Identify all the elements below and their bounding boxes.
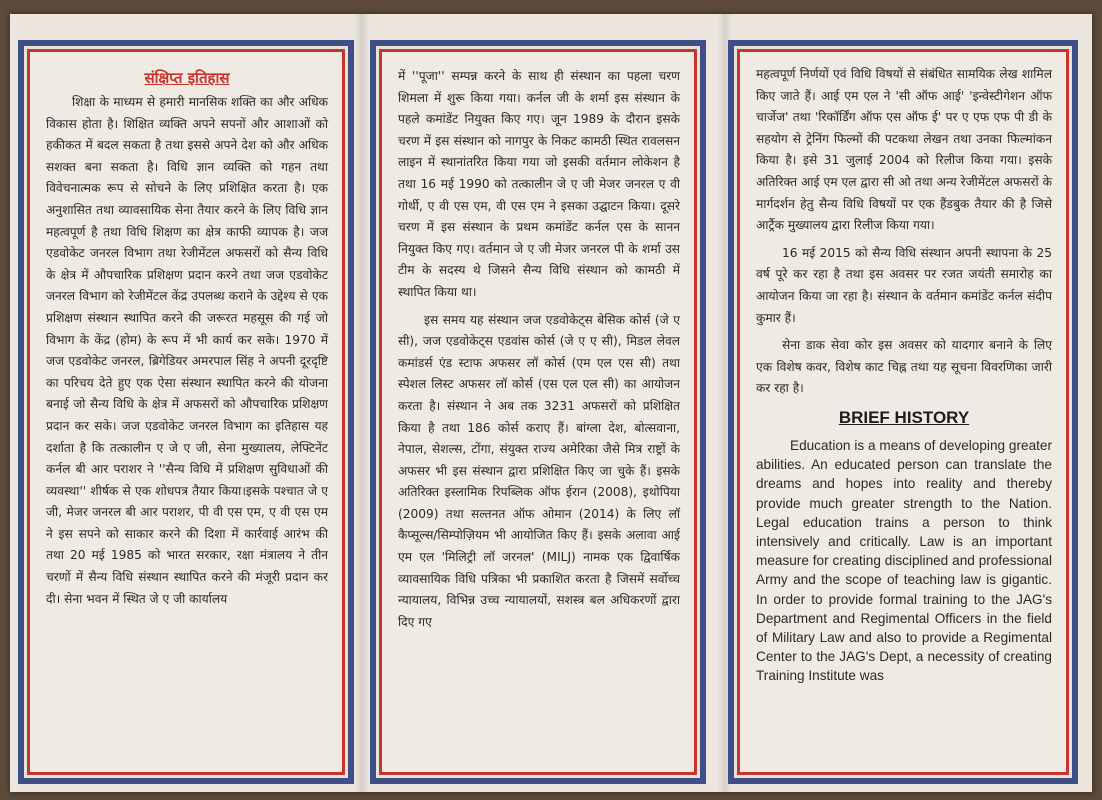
- panel-hindi-history-inner: [27, 49, 345, 775]
- english-heading: BRIEF HISTORY: [838, 407, 970, 427]
- panel-english-history-inner: [737, 49, 1069, 775]
- panel2-paragraph-1: में ''पूजा'' सम्पन्न करने के साथ ही संस्थान का पहला चरण शिमला में शुरू किया गया। कर्नल जी के शर्मा इस संस्थान के पहले कमांडेंट नियुक्त किए गए। जून 1989 के दौरान इसके चरण में इस संस्थान को नागपुर के निकट कामठी स्थित रावलसन लाइन में स्थानांतरित किया गया जो इसकी वर्तमान लोकेशन है तथा 16 मई 1990 को तत्कालीन जे ए जी मेजर जनरल ए वी गोर्थी, ए वी एस एम, वी एस एम ने इसका उद्घाटन किया। दूसरे चरण में इस संस्थान के प्रथम कमांडेंट कर्नल एस के सानन नियुक्त किए गए। वर्तमान जे ए जी मेजर जनरल पी के शर्मा उस टीम के सदस्य थे जिसने सैन्य विधि संस्थान को कामठी में स्थापित किया था।: [398, 69, 680, 299]
- brochure-sheet: [10, 14, 1092, 792]
- panel-hindi-history: [18, 40, 354, 784]
- panel2-paragraph-2: इस समय यह संस्थान जज एडवोकेट्स बेसिक कोर्स (जे ए सी), जज एडवोकेट्स एडवांस कोर्स (जे ए ए सी), मिडल लेवल कमांडर्स एंड स्टाफ अफसर लॉ कोर्स (एम एल एस सी) तथा स्पेशल लिस्ट अफसर लॉ कोर्स (एस एल एल सी) का आयोजन करता है। संस्थान ने अब तक 3231 अफसरों को प्रशिक्षित किया है तथा 186 कोर्स कराए हैं। बांग्ला देश, बोत्सवाना, नेपाल, सेशल्स, टोंगा, संयुक्त राज्य अमेरिका जैसे मित्र राष्ट्रों के अफसर भी इस संस्थान द्वारा प्रशिक्षित किए जा चुके हैं। इसके अतिरिक्त इस्लामिक रिपब्लिक ऑफ ईरान (2008), इथोपिया (2009) तथा सल्तनत ऑफ ओमान (2014) के लिए लॉ कैप्सूल्स/सिम्पोज़ियम भी आयोजित किए हैं। इसके अलावा आई एम एल 'मिलिट्री लॉ जरनल' (MILJ) नामक एक द्विवार्षिक व्यावसायिक विधि पत्रिका भी प्रकाशित करता है जिसमें सर्वोच्च न्यायालय, विभिन्न उच्च न्यायालयों, सशस्त्र बल अधिकरणों द्वारा दिए गए: [398, 312, 680, 629]
- fold-line-left: [355, 14, 369, 792]
- panel1-paragraph: शिक्षा के माध्यम से हमारी मानसिक शक्ति का और अधिक विकास होता है। शिक्षित व्यक्ति अपने सपनों और आशाओं को हकीकत में बदल सकता है तथा इससे अपने देश को और अधिक सशक्त बना सकता है। विधि ज्ञान व्यक्ति को गहन तथा विवेचनात्मक रूप से सोचने के लिए प्रशिक्षित करता है। एक अनुशासित तथा व्यावसायिक सेना तैयार करने के लिए विधि ज्ञान महत्वपूर्ण है तथा विधि शिक्षण का क्षेत्र काफी व्यापक है। जज एडवोकेट जनरल विभाग तथा रेजीमेंटल अफसरों को सैन्य विधि के क्षेत्र में औपचारिक प्रशिक्षण प्रदान करने तथा जज एडवोकेट जनरल विभाग को रेजीमेंटल केंद्र उपलब्ध कराने के उद्देश्य से एक प्रशिक्षण संस्थान स्थापित करने की जरूरत महसूस की गई जो विभाग के केंद्र (होम) के रूप में भी कार्य कर सके। 1970 में जज एडवोकेट जनरल, ब्रिगेडियर अमरपाल सिंह ने अपनी दूरदृष्टि का परिचय देते हुए एक ऐसा संस्थान स्थापित करने की योजना बनाई जो सैन्य विधि के क्षेत्र में अफसरों को औपचारिक प्रशिक्षण प्रदान कर सके। जज एडवोकेट जनरल विभाग का इतिहास यह दर्शाता है कि तत्कालीन ए जे ए जी, सेना मुख्यालय, लेफ्टिनेंट कर्नल बी आर पराशर ने ''सैन्य विधि में प्रशिक्षण सुविधाओं की व्यवस्था'' शीर्षक से एक शोधपत्र तैयार किया।इसके पश्चात जे ए जी, मेजर जनरल बी आर पराशर, पी वी एस एम, ए वी एस एम ने इस सपने को साकार करने की दिशा में कार्रवाई आरंभ की तथा 20 मई 1985 को भारत सरकार, रक्षा मंत्रालय ने तीन चरणों में सैन्य विधि संस्थान स्थापित करने की मंजूरी प्रदान कर दी। सेना भवन में स्थित जे ए जी कार्यालय: [46, 95, 328, 606]
- english-paragraph: Education is a means of developing greater abilities. An educated person can translate the dreams and hopes into reality and thereby provide much greater strength to the Nation. Legal education trains a person to think intensively and critically. Law is an important measure for creating disciplined and professional Army and the scope of teaching law is gigantic. In order to provide formal training to the JAG's Department and Regimental Officers in the field of Military Law and also to provide a Regimental Center to the JAG's Dept, a necessity of creating Training Institute was: [756, 437, 1052, 684]
- panel-hindi-continued: [370, 40, 706, 784]
- panel3-paragraph-3: सेना डाक सेवा कोर इस अवसर को यादगार बनाने के लिए एक विशेष कवर, विशेष काट चिह्न तथा यह सूचना विवरणिका जारी कर रहा है।: [756, 338, 1052, 396]
- panel-hindi-continued-inner: [379, 49, 697, 775]
- panel3-paragraph-1: महत्वपूर्ण निर्णयों एवं विधि विषयों से संबंधित सामयिक लेख शामिल किए जाते हैं। आई एम एल ने 'सी ऑफ आई' 'इन्वेस्टीगेशन ऑफ चार्जेज' तथा 'रिकॉर्डिंग ऑफ एस ऑफ ई' पर ए एफ एफ पी डी के सहयोग से ट्रेनिंग फिल्मों की पटकथा लेखन तथा उनका फिल्मांकन किया है। इसे 31 जुलाई 2004 को रिलीज किया गया। इसके अतिरिक्त आई एम एल द्वारा सी ओ तथा अन्य रेजीमेंटल अफसरों के मार्गदर्शन हेतु सैन्य विधि विषयों पर एक हैंडबुक तैयार की है जिसे आर्ट्रैक मुख्यालय द्वारा रिलीज किया गया।: [756, 67, 1052, 233]
- hindi-heading: संक्षिप्त इतिहास: [144, 69, 230, 87]
- panel3-paragraph-2: 16 मई 2015 को सैन्य विधि संस्थान अपनी स्थापना के 25 वर्ष पूरे कर रहा है तथा इस अवसर पर रजत जयंती समारोह का आयोजन किया जा रहा है। संस्थान के वर्तमान कमांडेंट कर्नल संदीप कुमार हैं।: [756, 245, 1052, 325]
- panel-english-history: [728, 40, 1078, 784]
